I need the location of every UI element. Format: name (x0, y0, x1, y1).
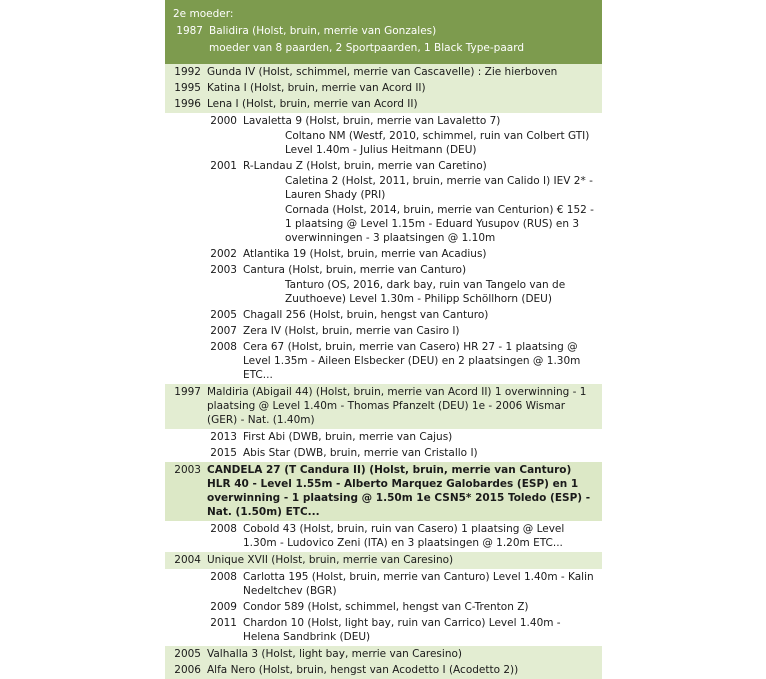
row-text: First Abi (DWB, bruin, merrie van Cajus) (243, 431, 453, 443)
row-text: Atlantika 19 (Holst, bruin, merrie van Acadius) (243, 248, 487, 260)
header-subline: moeder van 8 paarden, 2 Sportpaarden, 1 Black Type-paard (209, 42, 524, 54)
pedigree-row[interactable] (165, 384, 602, 428)
row-year: 2009 (210, 601, 237, 613)
entry-group (165, 64, 602, 113)
row-year: 2000 (210, 115, 237, 127)
row-text: Chagall 256 (Holst, bruin, hengst van Canturo) (243, 309, 489, 321)
row-year: 2002 (210, 248, 237, 260)
pedigree-row[interactable] (165, 307, 602, 323)
pedigree-row[interactable] (165, 323, 602, 339)
row-text: Chardon 10 (Holst, light bay, ruin van Carrico) Level 1.40m - Helena Sandbrink (DEU) (243, 617, 561, 643)
row-text: Valhalla 3 (Holst, light bay, merrie van Caresino) (207, 648, 462, 660)
row-year: 1995 (174, 82, 201, 94)
entry-group (165, 429, 602, 462)
row-text: Lena I (Holst, bruin, merrie van Acord II) (207, 98, 418, 110)
row-text: Alfa Nero (Holst, bruin, hengst van Acodetto I (Acodetto 2)) (207, 664, 519, 676)
header-subline-spacer (165, 41, 209, 56)
row-text: Unique XVII (Holst, bruin, merrie van Caresino) (207, 554, 454, 566)
header-dam-name: Balidira (Holst, bruin, merrie van Gonzales) (209, 25, 437, 37)
pedigree-row[interactable] (165, 80, 602, 96)
row-continuation: Tanturo (OS, 2016, dark bay, ruin van Tangelo van de Zuuthoeve) Level 1.30m - Philipp Schöllhorn (DEU) (285, 279, 566, 305)
header-year: 1987 (176, 25, 203, 37)
row-text: Maldiria (Abigail 44) (Holst, bruin, merrie van Acord II) 1 overwinning - 1 plaatsing @ Level 1.40m - Thomas Pfanzelt (DEU) 1e - 2006 Wismar (GER) - Nat. (1.40m) (207, 386, 587, 426)
entry-group (165, 384, 602, 429)
row-year: 2008 (210, 571, 237, 583)
row-text: Cantura (Holst, bruin, merrie van Canturo) (243, 264, 467, 276)
pedigree-row[interactable] (165, 339, 602, 383)
row-year: 2013 (210, 431, 237, 443)
row-text: Carlotta 195 (Holst, bruin, merrie van Canturo) Level 1.40m - Kalin Nedeltchev (BGR) (243, 571, 594, 597)
row-continuation: Cornada (Holst, 2014, bruin, merrie van Centurion) € 152 - 1 plaatsing @ Level 1.15m - Eduard Yusupov (RUS) en 3 overwinningen - 3 plaatsingen @ 1.10m (285, 204, 594, 244)
header-dam-line (165, 23, 602, 40)
entry-group (165, 646, 602, 679)
row-text: Zera IV (Holst, bruin, merrie van Casiro I) (243, 325, 460, 337)
entry-group (165, 569, 602, 646)
pedigree-row[interactable] (165, 96, 602, 112)
row-year: 2015 (210, 447, 237, 459)
row-year: 2011 (210, 617, 237, 629)
row-text: CANDELA 27 (T Candura II) (Holst, bruin, merrie van Canturo) HLR 40 - Level 1.55m - Alberto Marquez Galobardes (ESP) en 1 overwinning - 1 plaatsing @ 1.50m 1e CSN5* 2015 Toledo (ESP) - Nat. (1.50m) ETC... (207, 464, 591, 518)
row-text: Lavaletta 9 (Holst, bruin, merrie van Lavaletto 7) (243, 115, 501, 127)
pedigree-row[interactable] (165, 113, 602, 129)
row-year: 2005 (210, 309, 237, 321)
row-year: 2008 (210, 523, 237, 535)
row-text: Gunda IV (Holst, schimmel, merrie van Cascavelle) : Zie hierboven (207, 66, 558, 78)
pedigree-row[interactable] (165, 521, 602, 551)
pedigree-row-highlight[interactable] (165, 462, 602, 520)
pedigree-row[interactable] (165, 615, 602, 645)
row-year: 2007 (210, 325, 237, 337)
pedigree-row[interactable] (165, 662, 602, 678)
row-text: Cobold 43 (Holst, bruin, ruin van Casero) 1 plaatsing @ Level 1.30m - Ludovico Zeni (ITA) en 3 plaatsingen @ 1.20m ETC... (243, 523, 565, 549)
row-year: 2003 (174, 464, 201, 476)
pedigree-row[interactable] (165, 569, 602, 599)
pedigree-panel (165, 0, 602, 676)
pedigree-header (165, 0, 602, 64)
pedigree-row[interactable] (165, 64, 602, 80)
entry-group-highlight (165, 462, 602, 521)
header-title: 2e moeder: (173, 8, 234, 20)
row-year: 2004 (174, 554, 201, 566)
pedigree-row[interactable] (165, 646, 602, 662)
pedigree-row[interactable] (165, 262, 602, 278)
pedigree-row[interactable] (165, 445, 602, 461)
header-title-line (165, 6, 602, 23)
row-text: Condor 589 (Holst, schimmel, hengst van C-Trenton Z) (243, 601, 529, 613)
pedigree-row[interactable] (165, 599, 602, 615)
row-continuation: Coltano NM (Westf, 2010, schimmel, ruin van Colbert GTI) Level 1.40m - Julius Heitmann (DEU) (285, 130, 590, 156)
row-text: Katina I (Holst, bruin, merrie van Acord II) (207, 82, 426, 94)
row-continuation: Caletina 2 (Holst, 2011, bruin, merrie van Calido I) IEV 2* - Lauren Shady (PRI) (285, 175, 593, 201)
entry-group (165, 521, 602, 552)
row-year: 1997 (174, 386, 201, 398)
row-year: 2008 (210, 341, 237, 353)
pedigree-row[interactable] (165, 552, 602, 568)
pedigree-row[interactable] (165, 158, 602, 174)
entry-group (165, 552, 602, 569)
row-year: 2006 (174, 664, 201, 676)
row-text: Cera 67 (Holst, bruin, merrie van Casero) HR 27 - 1 plaatsing @ Level 1.35m - Aileen Elsbecker (DEU) en 2 plaatsingen @ 1.30m ETC... (243, 341, 581, 381)
row-year: 1996 (174, 98, 201, 110)
header-subline-row (165, 40, 602, 57)
row-year: 2003 (210, 264, 237, 276)
row-year: 1992 (174, 66, 201, 78)
row-text: R-Landau Z (Holst, bruin, merrie van Caretino) (243, 160, 487, 172)
row-year: 2005 (174, 648, 201, 660)
row-year: 2001 (210, 160, 237, 172)
pedigree-row[interactable] (165, 429, 602, 445)
pedigree-row[interactable] (165, 246, 602, 262)
row-text: Abis Star (DWB, bruin, merrie van Cristallo I) (243, 447, 478, 459)
entry-group (165, 113, 602, 384)
